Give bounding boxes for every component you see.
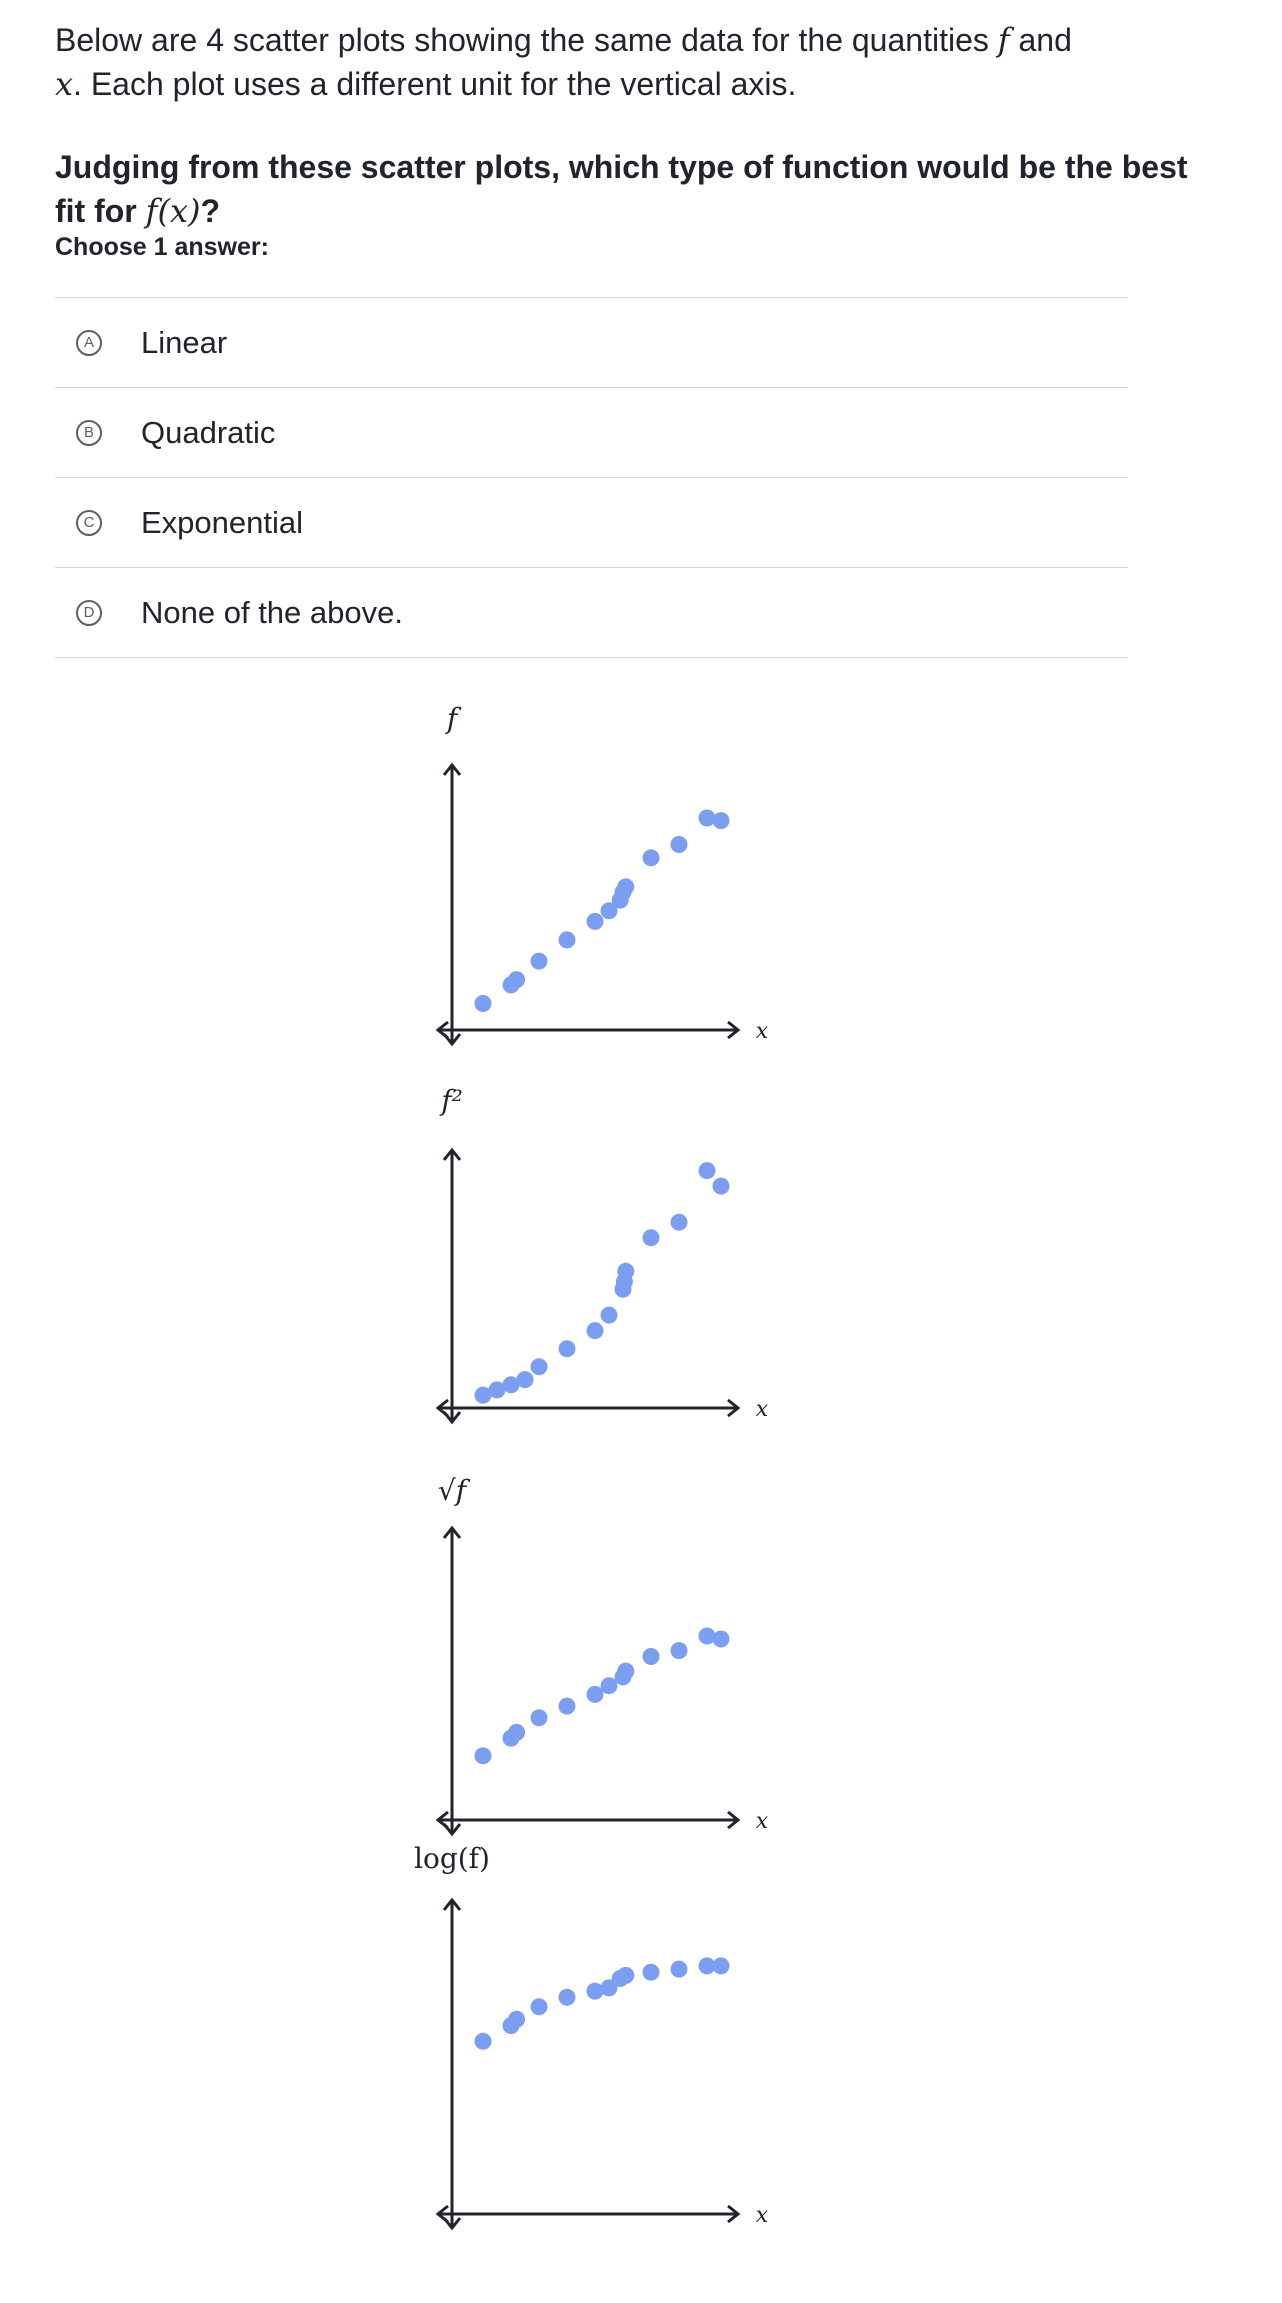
choice-a-radio[interactable]: A: [76, 330, 102, 356]
choice-c-radio[interactable]: C: [76, 510, 102, 536]
choice-c-label: Exponential: [141, 504, 304, 540]
plot-2-point: [587, 1322, 604, 1339]
plot-1-y-label: f: [446, 702, 458, 735]
stem-var-f: f: [997, 21, 1010, 59]
plot-3-point: [601, 1677, 618, 1694]
plot-2-point: [531, 1358, 548, 1375]
stem-text-1: Below are: [55, 22, 207, 58]
stem-text-4: . Each plot uses a different unit for the vertical axis.: [73, 66, 797, 102]
plot-4-point: [713, 1957, 730, 1974]
plot-3-point: [475, 1747, 492, 1764]
plot-2-x-label: x: [755, 1397, 769, 1422]
plot-4-point: [508, 2011, 525, 2028]
question-stem: [55, 18, 1215, 106]
plot-3-point: [671, 1642, 688, 1659]
plot-4-point: [475, 2033, 492, 2050]
choice-d-label: None of the above.: [141, 594, 403, 630]
question-end: ?: [200, 193, 221, 229]
plot-3-y-label: √f: [437, 1474, 467, 1507]
plot-1-point: [617, 878, 634, 895]
plot-3-point: [587, 1686, 604, 1703]
question-prompt: [55, 145, 1215, 233]
choice-c[interactable]: [55, 478, 1128, 568]
plot-2-point: [643, 1229, 660, 1246]
plot-2-point: [713, 1178, 730, 1195]
question-text: Judging from these scatter plots, which type of function would be the best fit for: [55, 149, 1188, 229]
plot-1-point: [508, 971, 525, 988]
stem-var-x: x: [55, 65, 74, 103]
plot-2-point: [699, 1162, 716, 1179]
plot-1-point: [713, 812, 730, 829]
choose-label: Choose 1 answer:: [55, 233, 269, 261]
plot-1-point: [587, 913, 604, 930]
plot-4-point: [617, 1967, 634, 1984]
question-math: f(x): [145, 192, 201, 230]
plot-3-point: [713, 1631, 730, 1648]
stem-count: 4: [206, 22, 224, 58]
plot-4-point: [643, 1964, 660, 1981]
stem-text-2: scatter plots showing the same data for the quantities: [223, 22, 998, 58]
choice-d-radio[interactable]: D: [76, 600, 102, 626]
choice-b-label: Quadratic: [141, 414, 276, 450]
plot-2-point: [517, 1371, 534, 1388]
choice-b-radio[interactable]: B: [76, 420, 102, 446]
plot-1-point: [475, 995, 492, 1012]
plot-3-point: [617, 1663, 634, 1680]
choice-a-label: Linear: [141, 324, 228, 360]
plot-1-x-label: x: [755, 1019, 769, 1044]
answer-choices: [55, 297, 1128, 658]
plot-3-point: [559, 1698, 576, 1715]
plot-1-point: [531, 953, 548, 970]
plot-1-point: [671, 836, 688, 853]
plot-4-x-label: x: [755, 2203, 769, 2228]
plot-3-point: [643, 1648, 660, 1665]
stem-text-3: and: [1009, 22, 1072, 58]
plot-3-point: [531, 1709, 548, 1726]
plot-2-y-label: f²: [441, 1084, 463, 1117]
plot-3-x-label: x: [755, 1809, 769, 1834]
plot-4-point: [559, 1989, 576, 2006]
plot-2-point: [601, 1307, 618, 1324]
choice-d[interactable]: [55, 568, 1128, 658]
plot-4-y-label: log(f): [414, 1842, 490, 1875]
scatter-plots: [0, 690, 1282, 2290]
plot-4-point: [587, 1983, 604, 2000]
plot-1-point: [559, 931, 576, 948]
plot-2-point: [671, 1214, 688, 1231]
choice-b[interactable]: [55, 388, 1128, 478]
plot-2-point: [617, 1263, 634, 1280]
plot-4-point: [671, 1961, 688, 1978]
plot-3-point: [508, 1724, 525, 1741]
plot-2-point: [559, 1340, 576, 1357]
plot-1-point: [643, 849, 660, 866]
plot-3-point: [699, 1628, 716, 1645]
choice-a[interactable]: [55, 298, 1128, 388]
plot-4-point: [531, 1998, 548, 2015]
